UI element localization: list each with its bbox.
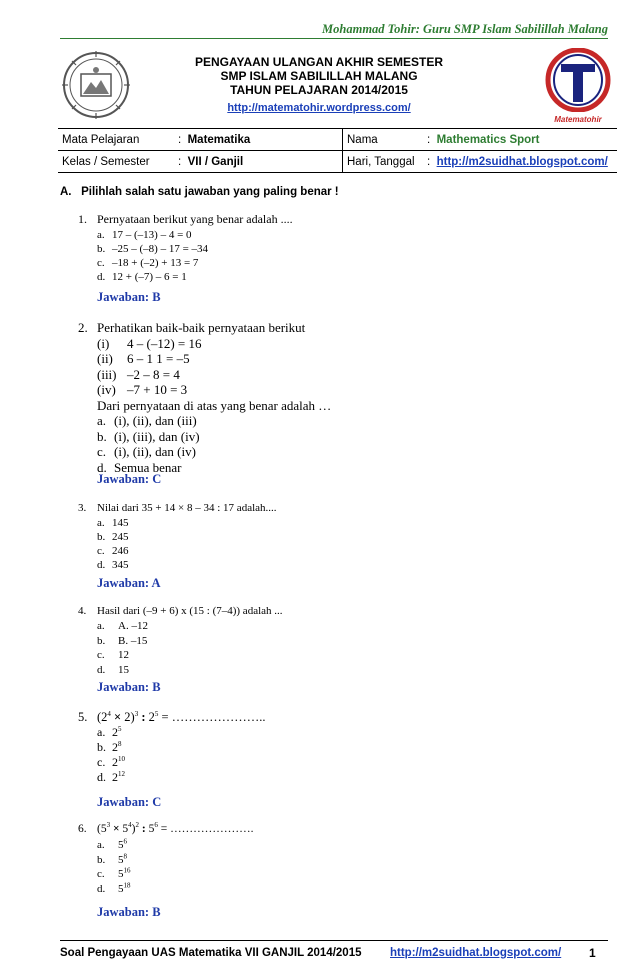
name-value: Mathematics Sport <box>436 133 540 146</box>
answer-6: Jawaban: B <box>97 905 161 919</box>
statement-i: (i) 4 – (–12) = 16 <box>97 335 202 351</box>
answer-2: Jawaban: C <box>97 472 162 486</box>
question-number: 1. <box>78 212 87 226</box>
question-number: 2. <box>78 320 88 335</box>
option-c: c. $5^{16}$ <box>97 866 131 880</box>
question-number: 6. <box>78 823 87 835</box>
statement-list <box>78 336 331 476</box>
option-d: d. 345 <box>97 559 129 571</box>
school-name: SMP ISLAM SABILILLAH MALANG <box>220 69 418 83</box>
question-3-options <box>97 516 129 572</box>
option-b: b. $2^8$ <box>97 740 122 754</box>
option-c: c. –18 + (–2) + 13 = 7 <box>97 257 199 269</box>
option-b: b. $5^8$ <box>97 851 127 866</box>
option-a: a. 17 – (–13) – 4 = 0 <box>97 229 192 241</box>
footer-link[interactable]: http://m2suidhat.blogspot.com/ <box>390 947 562 959</box>
page-number: 1 <box>589 946 596 960</box>
question-text: Pernyataan berikut yang benar adalah .... <box>97 212 293 226</box>
option-c: c. 246 <box>97 545 129 557</box>
question-1 <box>78 212 293 227</box>
question-5-options <box>97 725 125 785</box>
colon: : <box>178 133 182 146</box>
matematohir-logo <box>545 48 611 124</box>
statement-iii: (iii) –2 – 8 = 4 <box>97 366 180 382</box>
option-b: b. B. –15 <box>97 634 148 647</box>
option-a: a. 145 <box>97 517 129 529</box>
answer-4: Jawaban: B <box>97 680 161 694</box>
question-2 <box>78 320 331 475</box>
answer-5: Jawaban: C <box>97 795 162 809</box>
question-4 <box>78 604 283 619</box>
option-c: c. $2^{10}$ <box>97 755 125 769</box>
answer-1: Jawaban: B <box>97 290 161 304</box>
running-header: Mohammad Tohir: Guru SMP Islam Sabilillah Malang <box>322 22 608 36</box>
option-a: a. $5^6$ <box>97 837 127 851</box>
date-value-link[interactable]: http://m2suidhat.blogspot.com/ <box>436 155 608 168</box>
question-6: 6. $(5^3 \times 5^4)^2$ : $5^6$ = …………………. <box>78 821 254 835</box>
footer-rule <box>60 940 608 941</box>
option-b: b. –25 – (–8) – 17 = –34 <box>97 243 209 255</box>
academic-year: TAHUN PELAJARAN 2014/2015 <box>230 83 408 97</box>
subject-value: Matematika <box>187 133 251 146</box>
question-1-options <box>97 228 208 284</box>
blog-link[interactable]: http://matematohir.wordpress.com/ <box>227 102 411 114</box>
option-b: b. (i), (iii), dan (iv) <box>97 428 200 444</box>
option-d: d. $2^{12}$ <box>97 770 125 784</box>
question-6-options <box>97 838 131 896</box>
section-a-heading <box>60 186 339 198</box>
section-letter: A. <box>60 186 72 198</box>
colon: : <box>427 133 431 146</box>
brand-logo-text: Matematohir <box>554 115 602 124</box>
option-c: c. 12 <box>97 649 129 661</box>
question-5: 5. $(2^4 \times 2)^3$ : $2^5$ = ………………….. <box>78 709 266 724</box>
option-d: d. $5^{18}$ <box>97 880 131 895</box>
question-number: 4. <box>78 605 87 617</box>
option-a: a. (i), (ii), dan (iii) <box>97 413 197 428</box>
question-number: 3. <box>78 502 87 514</box>
answer-3: Jawaban: A <box>97 576 161 590</box>
option-b: b. 245 <box>97 531 129 543</box>
question-3 <box>78 501 277 516</box>
statement-ii: (ii) 6 – 1 1 = –5 <box>97 351 190 366</box>
option-a: a. A. –12 <box>97 620 148 632</box>
date-label: Hari, Tanggal <box>343 151 424 173</box>
student-info-table <box>58 128 617 173</box>
statement-iv: (iv) –7 + 10 = 3 <box>97 382 188 397</box>
document-title: PENGAYAAN ULANGAN AKHIR SEMESTER <box>194 55 444 69</box>
header-rule <box>60 38 608 39</box>
question-text-2: Dari pernyataan di atas yang benar adalah … <box>97 397 332 413</box>
question-text: Hasil dari (–9 + 6) x (15 : (7–4)) adalah ... <box>97 605 283 617</box>
question-number: 5. <box>78 710 88 724</box>
option-d: d. 12 + (–7) – 6 = 1 <box>97 271 187 283</box>
colon: : <box>427 155 431 168</box>
question-text: Nilai dari 35 + 14 × 8 – 34 : 17 adalah.... <box>97 502 277 514</box>
name-label: Nama <box>343 129 424 151</box>
class-label: Kelas / Semester <box>58 151 174 173</box>
subject-label: Mata Pelajaran <box>58 129 174 151</box>
class-value: VII / Ganjil <box>187 155 244 168</box>
footer-title: Soal Pengayaan UAS Matematika VII GANJIL 2014/2015 <box>60 947 362 959</box>
option-d: d. Semua benar <box>97 459 182 475</box>
option-d: d. 15 <box>97 663 129 676</box>
matematohir-logo-icon <box>545 48 611 112</box>
option-a: a. $2^5$ <box>97 725 122 739</box>
option-c: c. (i), (ii), dan (iv) <box>97 444 196 459</box>
section-instruction: Pilihlah salah satu jawaban yang paling benar ! <box>81 186 339 198</box>
question-text: Perhatikan baik-baik pernyataan berikut <box>97 320 306 335</box>
question-4-options <box>97 619 148 677</box>
colon: : <box>178 155 182 168</box>
